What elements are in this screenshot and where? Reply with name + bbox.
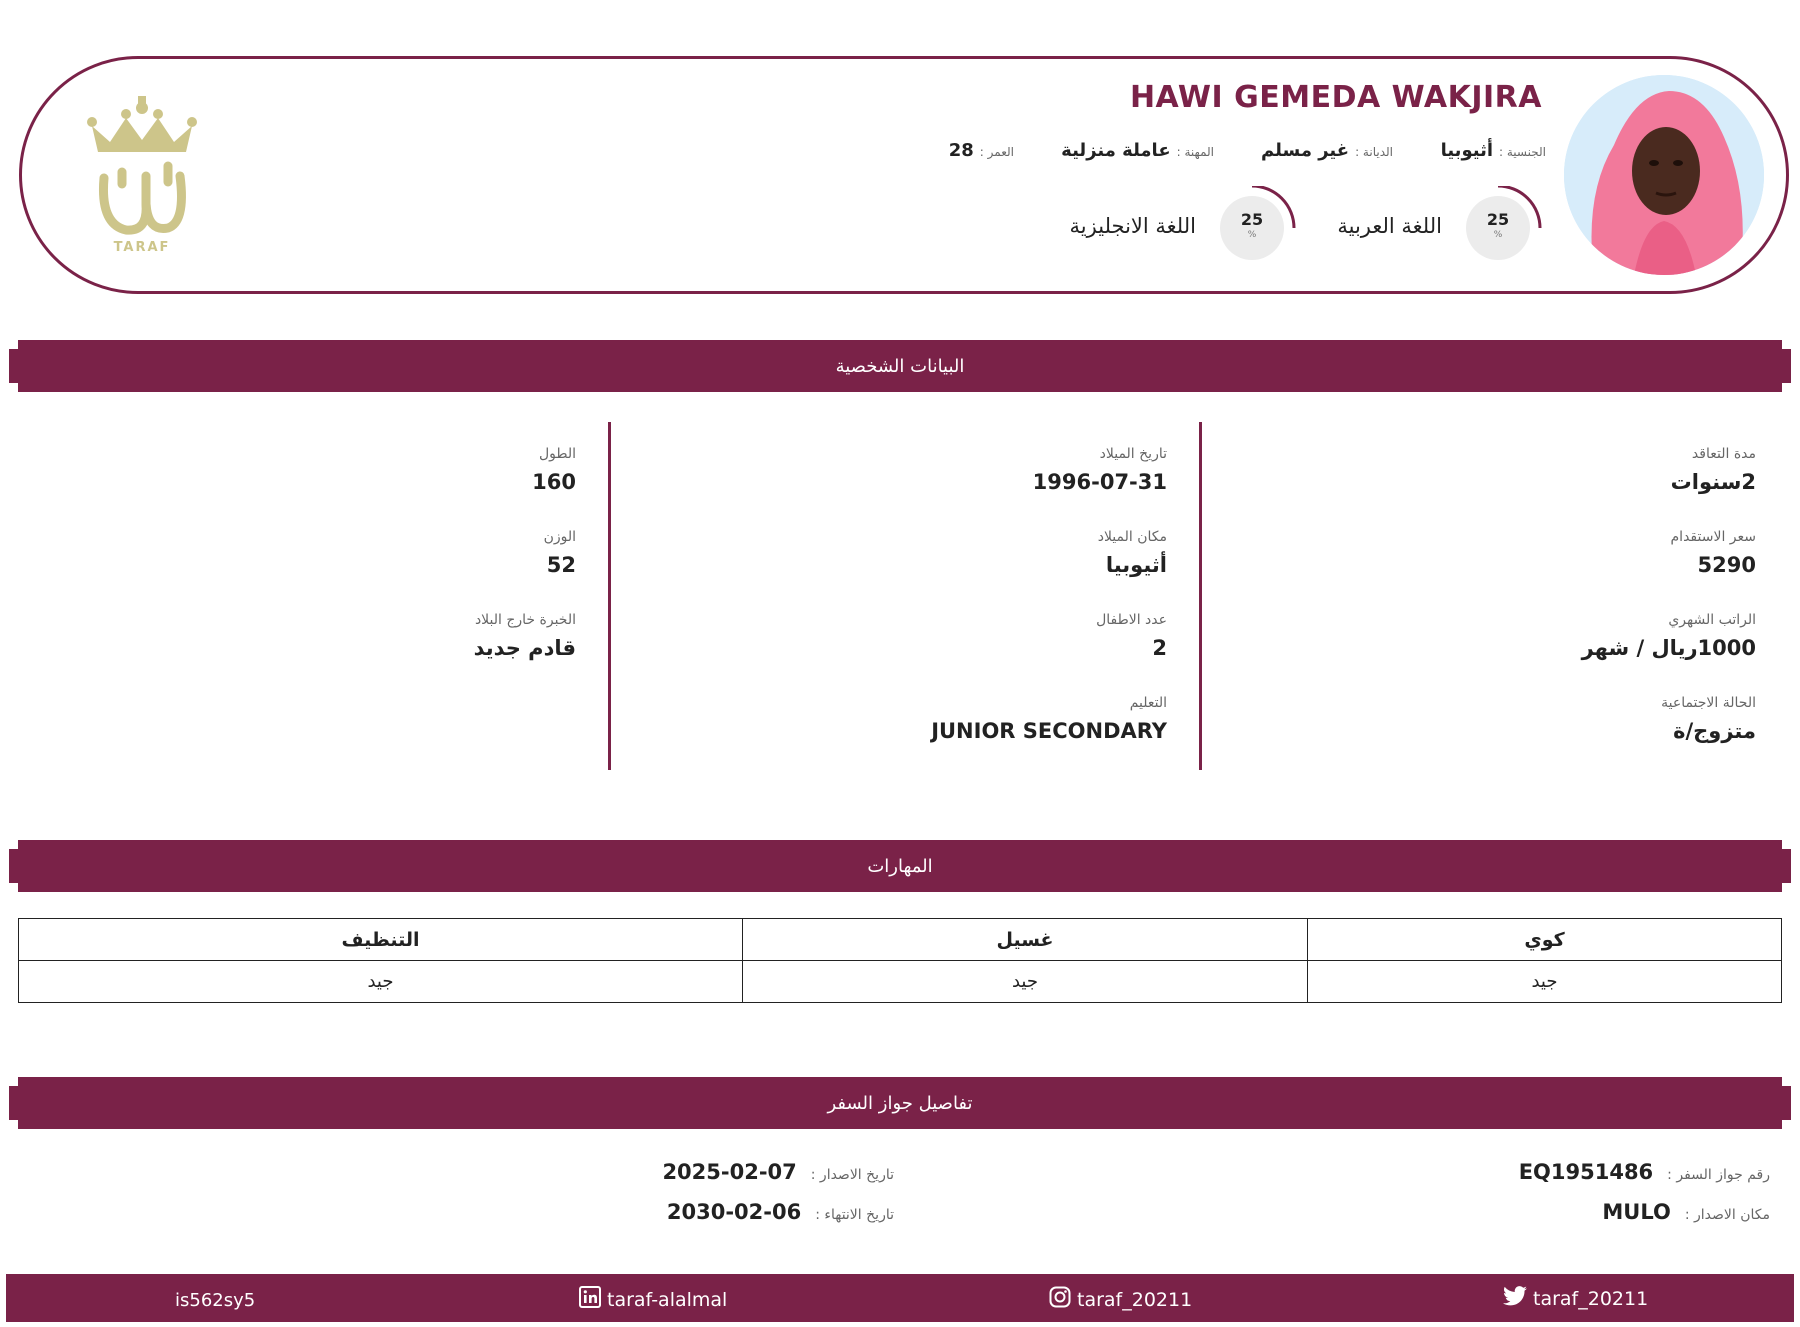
meta-value: 28 bbox=[948, 140, 974, 161]
meta-value: أثيوبيا bbox=[1440, 140, 1494, 161]
meta-label: العمر : bbox=[979, 145, 1014, 159]
taraf-logo bbox=[82, 92, 202, 262]
table-row bbox=[19, 961, 1782, 1003]
gauge-unit: % bbox=[1247, 230, 1257, 240]
gauge-unit: % bbox=[1493, 230, 1503, 240]
footer-instagram[interactable] bbox=[1049, 1286, 1192, 1313]
skill-header: كوي bbox=[1308, 919, 1782, 961]
logo-wordmark: TARAF bbox=[113, 240, 171, 255]
column-divider bbox=[608, 422, 611, 770]
field-birth-place: مكان الميلاد أثيوبيا bbox=[1097, 529, 1167, 577]
language-arabic bbox=[1337, 186, 1546, 266]
linkedin-handle: taraf-alalmal bbox=[607, 1288, 728, 1311]
passport-number: رقم جواز السفر : EQ1951486 bbox=[1518, 1160, 1770, 1184]
gauge-value: 25 bbox=[1240, 210, 1264, 229]
twitter-icon bbox=[1503, 1286, 1527, 1311]
skill-header: غسيل bbox=[743, 919, 1308, 961]
field-height: الطول 160 bbox=[532, 446, 576, 494]
section-title: تفاصيل جواز السفر bbox=[827, 1092, 973, 1114]
instagram-handle: taraf_20211 bbox=[1077, 1288, 1193, 1311]
meta-label: الجنسية : bbox=[1499, 145, 1546, 159]
twitter-handle: taraf_20211 bbox=[1533, 1287, 1649, 1310]
passport-issue-place: مكان الاصدار : MULO bbox=[1602, 1200, 1770, 1224]
language-english bbox=[1070, 186, 1300, 266]
footer-twitter[interactable] bbox=[1503, 1286, 1648, 1311]
skills-table bbox=[18, 918, 1782, 1003]
worker-name: HAWI GEMEDA WAKJIRA bbox=[1129, 80, 1542, 115]
meta-label: المهنة : bbox=[1176, 145, 1214, 159]
skill-header: التنظيف bbox=[19, 919, 743, 961]
field-children-count: عدد الاطفال 2 bbox=[1096, 612, 1167, 660]
instagram-icon bbox=[1049, 1286, 1071, 1313]
language-gauge bbox=[1466, 186, 1546, 266]
language-name: اللغة الانجليزية bbox=[1069, 214, 1196, 238]
meta-profession bbox=[1061, 140, 1214, 161]
field-contract-duration: مدة التعاقد 2سنوات bbox=[1670, 446, 1756, 494]
footer-linkedin[interactable] bbox=[579, 1286, 727, 1313]
linkedin-icon bbox=[579, 1286, 601, 1313]
section-header-personal bbox=[18, 340, 1782, 392]
section-title: المهارات bbox=[867, 855, 933, 877]
section-title: البيانات الشخصية bbox=[835, 355, 965, 377]
skill-level: جيد bbox=[743, 961, 1308, 1003]
meta-nationality bbox=[1441, 140, 1546, 161]
field-marital-status: الحالة الاجتماعية متزوج/ة bbox=[1661, 695, 1756, 743]
field-birth-date: تاريخ الميلاد 1996-07-31 bbox=[1032, 446, 1167, 494]
field-monthly-salary: الراتب الشهري 1000ريال / شهر bbox=[1581, 612, 1756, 660]
field-recruitment-price: سعر الاستقدام 5290 bbox=[1670, 529, 1756, 577]
footer-code: is562sy5 bbox=[175, 1290, 256, 1311]
field-experience-abroad: الخبرة خارج البلاد قادم جديد bbox=[473, 612, 576, 660]
column-divider bbox=[1199, 422, 1202, 770]
worker-photo bbox=[1564, 75, 1764, 275]
passport-issue-date: تاريخ الاصدار : 2025-02-07 bbox=[662, 1160, 894, 1184]
skill-level: جيد bbox=[1308, 961, 1782, 1003]
table-row bbox=[19, 919, 1782, 961]
skill-level: جيد bbox=[19, 961, 743, 1003]
meta-label: الديانة : bbox=[1355, 145, 1393, 159]
language-name: اللغة العربية bbox=[1337, 214, 1442, 238]
section-header-passport bbox=[18, 1077, 1782, 1129]
meta-value: غير مسلم bbox=[1261, 140, 1350, 161]
meta-religion bbox=[1261, 140, 1393, 161]
field-weight: الوزن 52 bbox=[543, 529, 576, 577]
field-education: التعليم JUNIOR SECONDARY bbox=[931, 695, 1167, 743]
meta-age bbox=[949, 140, 1014, 161]
meta-value: عاملة منزلية bbox=[1061, 140, 1171, 161]
section-header-skills bbox=[18, 840, 1782, 892]
passport-expiry-date: تاريخ الانتهاء : 2030-02-06 bbox=[666, 1200, 894, 1224]
language-gauge bbox=[1220, 186, 1300, 266]
gauge-value: 25 bbox=[1486, 210, 1510, 229]
